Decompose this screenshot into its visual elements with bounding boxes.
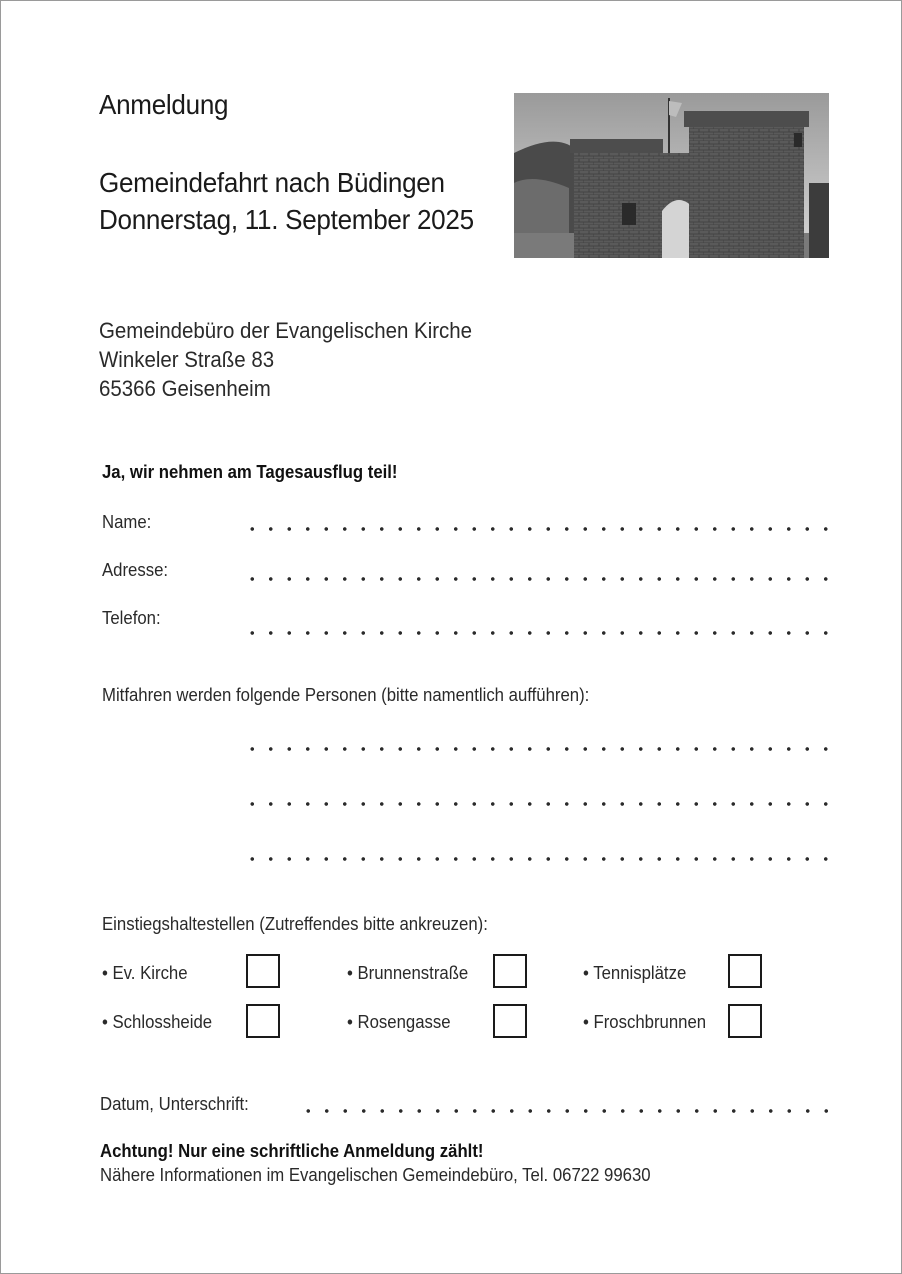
castle-gate-photo bbox=[514, 93, 829, 258]
notice-text: Achtung! Nur eine schriftliche Anmeldung zählt! bbox=[100, 1141, 484, 1161]
signature-label: Datum, Unterschrift: bbox=[100, 1094, 249, 1114]
signature-field[interactable] bbox=[299, 1108, 831, 1114]
stop-checkbox-schlossheide[interactable] bbox=[246, 1004, 280, 1038]
stop-checkbox-ev-kirche[interactable] bbox=[246, 954, 280, 988]
stop-label-ev-kirche: • Ev. Kirche bbox=[102, 963, 188, 983]
stop-label-brunnenstrasse: • Brunnenstraße bbox=[347, 963, 469, 983]
page-title: Anmeldung bbox=[99, 89, 229, 120]
participation-statement: Ja, wir nehmen am Tagesausflug teil! bbox=[102, 462, 398, 482]
trip-title: Gemeindefahrt nach Büdingen bbox=[99, 167, 445, 198]
address-label: Adresse: bbox=[102, 560, 169, 580]
address-line-1: Gemeindebüro der Evangelischen Kirche bbox=[99, 318, 473, 343]
stop-checkbox-froschbrunnen[interactable] bbox=[728, 1004, 762, 1038]
address-line-3: 65366 Geisenheim bbox=[99, 376, 271, 401]
phone-field[interactable] bbox=[243, 630, 831, 636]
stop-checkbox-rosengasse[interactable] bbox=[493, 1004, 527, 1038]
name-label: Name: bbox=[102, 512, 152, 532]
address-line-2: Winkeler Straße 83 bbox=[99, 347, 275, 372]
stop-label-rosengasse: • Rosengasse bbox=[347, 1012, 451, 1032]
contact-info: Nähere Informationen im Evangelischen Gemeindebüro, Tel. 06722 99630 bbox=[100, 1165, 651, 1185]
stop-checkbox-brunnenstrasse[interactable] bbox=[493, 954, 527, 988]
name-field[interactable] bbox=[243, 526, 831, 532]
stop-label-tennisplaetze: • Tennisplätze bbox=[583, 963, 687, 983]
stops-label: Einstiegshaltestellen (Zutreffendes bitte ankreuzen): bbox=[102, 914, 488, 934]
address-field[interactable] bbox=[243, 576, 831, 582]
companions-label: Mitfahren werden folgende Personen (bitte namentlich aufführen): bbox=[102, 685, 590, 705]
stop-label-schlossheide: • Schlossheide bbox=[102, 1012, 213, 1032]
phone-label: Telefon: bbox=[102, 608, 161, 628]
companion-field-1[interactable] bbox=[243, 746, 831, 752]
trip-date: Donnerstag, 11. September 2025 bbox=[99, 204, 474, 235]
stop-checkbox-tennisplaetze[interactable] bbox=[728, 954, 762, 988]
companion-field-2[interactable] bbox=[243, 801, 831, 807]
companion-field-3[interactable] bbox=[243, 856, 831, 862]
stop-label-froschbrunnen: • Froschbrunnen bbox=[583, 1012, 707, 1032]
